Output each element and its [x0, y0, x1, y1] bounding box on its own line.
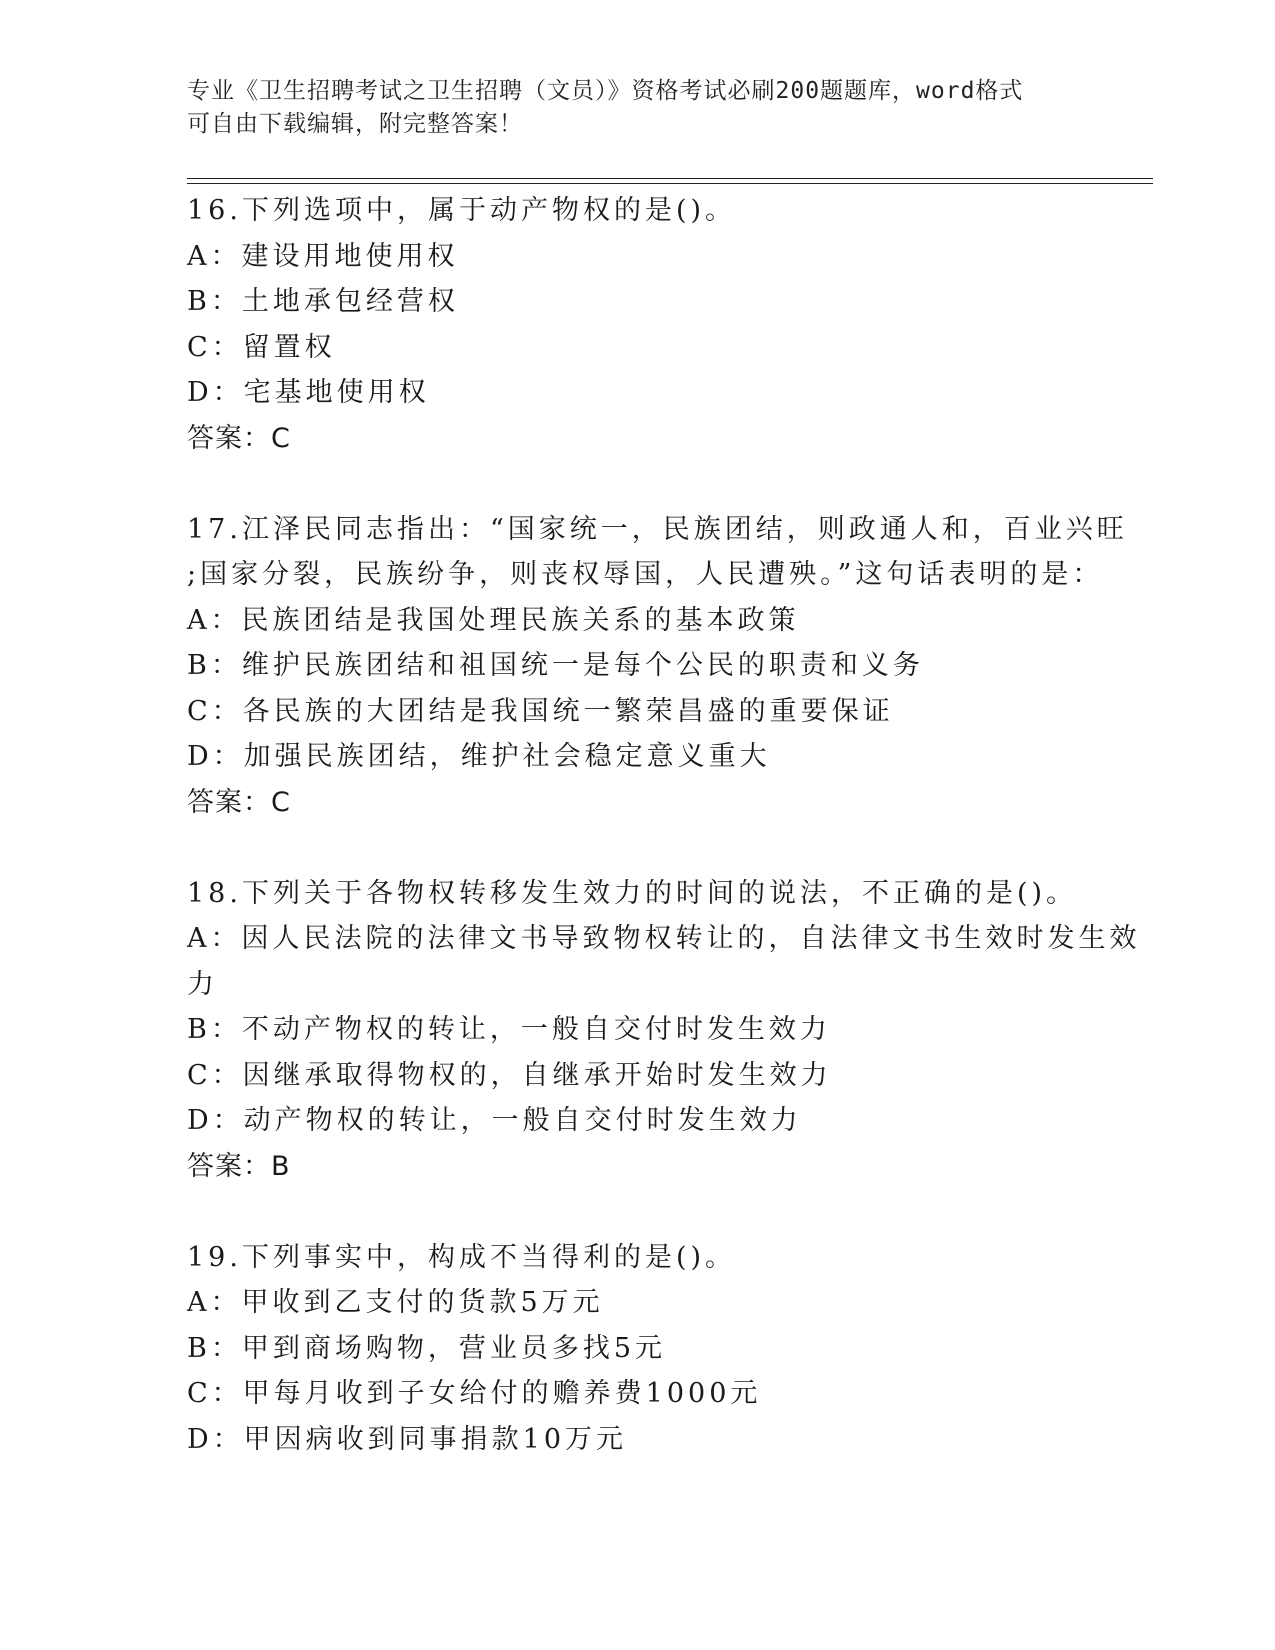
question-gap	[187, 1189, 1187, 1235]
question-block	[187, 507, 1187, 871]
answer-key: 答案：C	[187, 422, 291, 454]
answer-option: A：因人民法院的法律文书导致物权转让的，自法律文书生效时发生效	[187, 923, 1141, 954]
answer-option: A：建设用地使用权	[187, 240, 459, 272]
answer-option: D：动产物权的转让，一般自交付时发生效力	[187, 1105, 802, 1136]
answer-option: A：民族团结是我国处理民族关系的基本政策	[187, 604, 800, 636]
answer-option: B：土地承包经营权	[187, 286, 459, 317]
answer-option: C：各民族的大团结是我国统一繁荣昌盛的重要保证	[187, 695, 894, 727]
question-stem: 17.江泽民同志指出：“国家统一，民族团结，则政通人和，百业兴旺	[187, 513, 1128, 545]
answer-option: 力	[187, 968, 218, 1000]
question-list	[187, 188, 1187, 1462]
answer-option: C：留置权	[187, 331, 336, 363]
answer-key: 答案：B	[187, 1150, 291, 1182]
answer-option: B：维护民族团结和祖国统一是每个公民的职责和义务	[187, 650, 924, 681]
question-stem: 19.下列事实中，构成不当得利的是()。	[187, 1241, 737, 1273]
question-gap	[187, 461, 1187, 507]
question-block	[187, 188, 1187, 507]
question-gap	[187, 825, 1187, 871]
question-stem: ;国家分裂，民族纷争，则丧权辱国，人民遭殃。”这句话表明的是：	[187, 559, 1104, 590]
document-header	[187, 75, 1087, 141]
answer-option: D：加强民族团结，维护社会稳定意义重大	[187, 741, 771, 772]
answer-option: D：宅基地使用权	[187, 377, 430, 408]
header-rule-top	[187, 178, 1153, 179]
question-stem: 16.下列选项中，属于动产物权的是()。	[187, 195, 737, 226]
answer-option: A：甲收到乙支付的货款5万元	[187, 1287, 604, 1318]
answer-key: 答案：C	[187, 786, 291, 818]
question-block	[187, 871, 1187, 1235]
answer-option: C：因继承取得物权的，自继承开始时发生效力	[187, 1059, 832, 1091]
header-line-1: 专业《卫生招聘考试之卫生招聘（文员）》资格考试必刷200题题库，word格式	[187, 78, 1024, 104]
answer-option: C：甲每月收到子女给付的赡养费1000元	[187, 1378, 762, 1409]
header-rule-bottom	[187, 183, 1153, 184]
question-stem: 18.下列关于各物权转移发生效力的时间的说法，不正确的是()。	[187, 877, 1078, 909]
question-block	[187, 1235, 1187, 1463]
header-line-2: 可自由下载编辑，附完整答案！	[187, 111, 523, 137]
answer-option: D：甲因病收到同事捐款10万元	[187, 1423, 628, 1455]
answer-option: B：不动产物权的转让，一般自交付时发生效力	[187, 1014, 831, 1045]
answer-option: B：甲到商场购物，营业员多找5元	[187, 1332, 667, 1364]
